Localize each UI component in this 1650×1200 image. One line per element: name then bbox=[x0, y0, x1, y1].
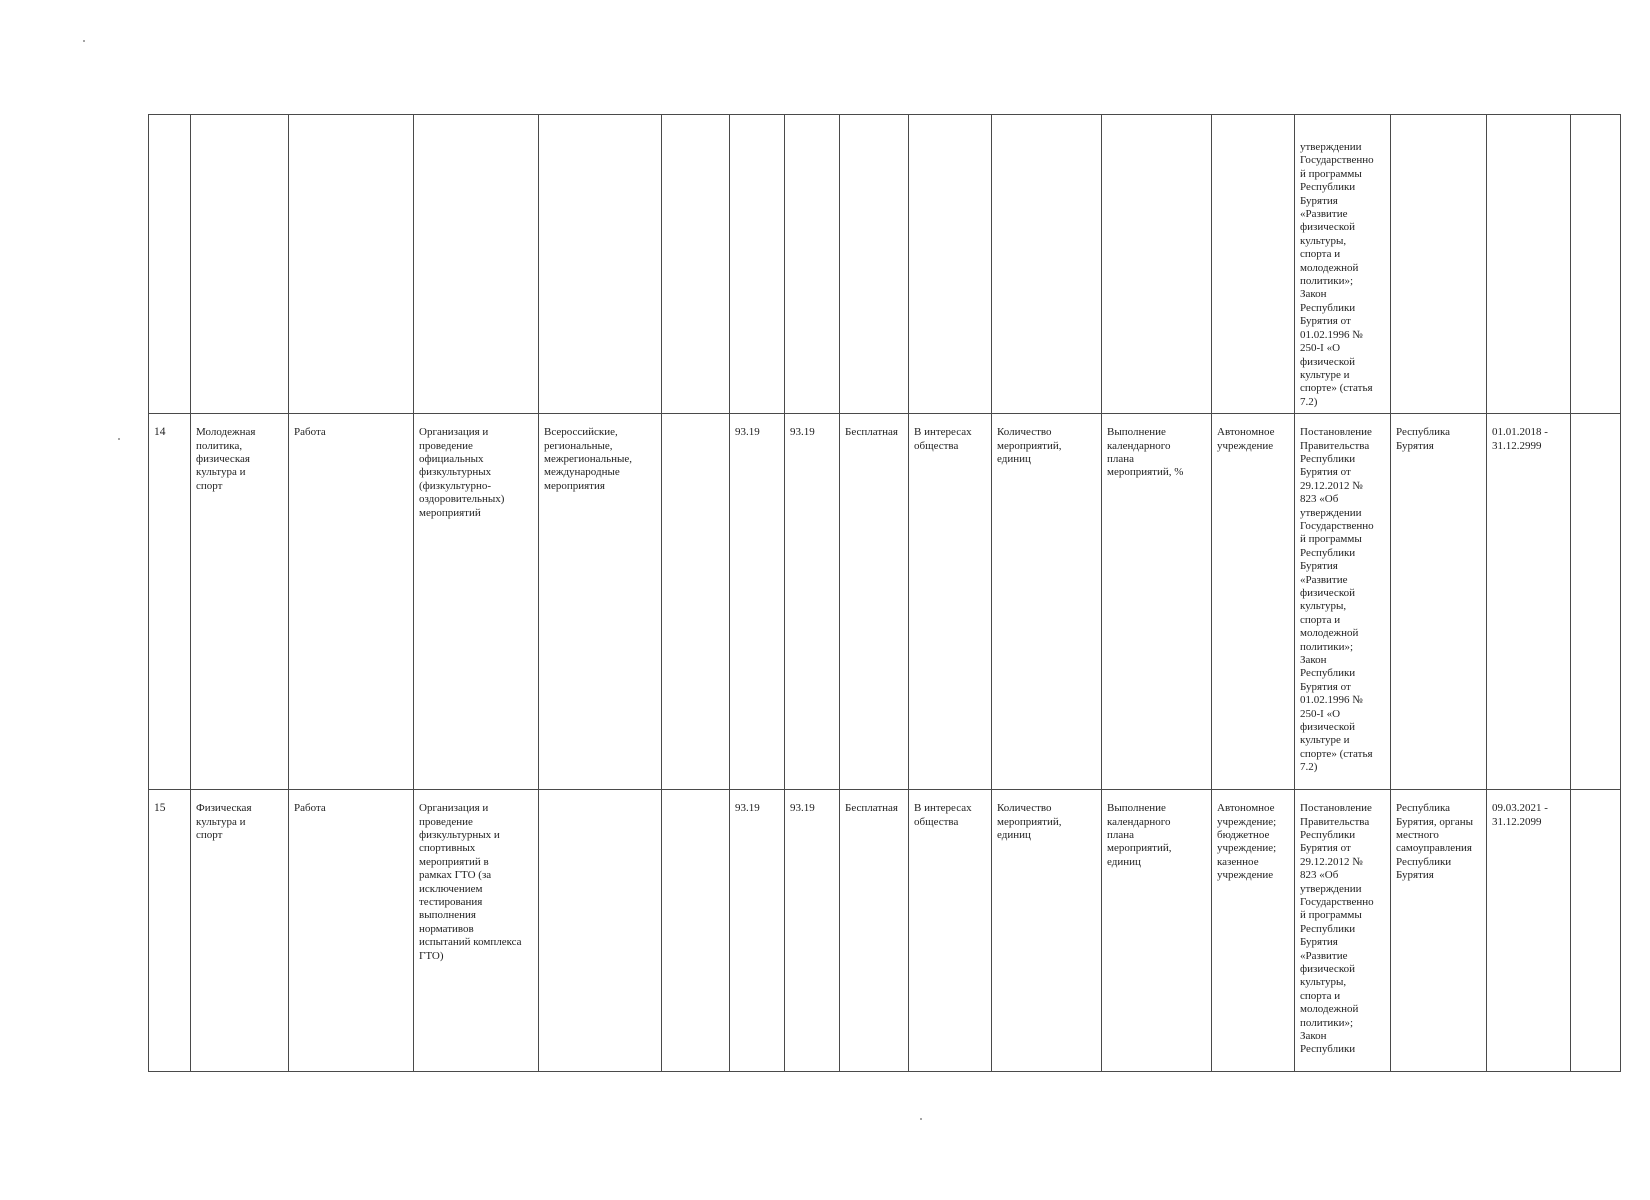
cell-content bbox=[539, 790, 662, 1072]
cell-content: Всероссийские, региональные, межрегиональные, международные мероприятия bbox=[539, 414, 662, 790]
cell-service-name: Организация и проведение официальных физкультурных (физкультурно- оздоровительных) мероприятий bbox=[414, 414, 539, 790]
cell-number: 15 bbox=[149, 790, 191, 1072]
table-row bbox=[149, 414, 1621, 790]
cell-service-name bbox=[414, 115, 539, 414]
cell-volume-indicator: Количество мероприятий, единиц bbox=[992, 414, 1102, 790]
cell-quality-indicator: Выполнение календарного плана мероприятий, единиц bbox=[1102, 790, 1212, 1072]
table-row-continued bbox=[149, 115, 1621, 414]
cell-number bbox=[149, 115, 191, 414]
cell-payment: Бесплатная bbox=[840, 790, 909, 1072]
services-registry-table bbox=[148, 114, 1621, 1072]
cell-service-name: Организация и проведение физкультурных и спортивных мероприятий в рамках ГТО (за исключением тестирования выполнения нормативов испытаний комплекса ГТО) bbox=[414, 790, 539, 1072]
cell-activity-area: Молодежная политика, физическая культура и спорт bbox=[191, 414, 289, 790]
cell-okved-code: 93.19 bbox=[730, 414, 785, 790]
cell-okved-code-2 bbox=[785, 115, 840, 414]
cell-activity-area: Физическая культура и спорт bbox=[191, 790, 289, 1072]
cell-activity-area bbox=[191, 115, 289, 414]
cell-period: 09.03.2021 - 31.12.2099 bbox=[1487, 790, 1571, 1072]
cell-founder: Республика Бурятия, органы местного самоуправления Республики Бурятия bbox=[1391, 790, 1487, 1072]
cell-type bbox=[289, 115, 414, 414]
cell-institution-type: Автономное учреждение bbox=[1212, 414, 1295, 790]
cell-institution-type bbox=[1212, 115, 1295, 414]
scan-speck bbox=[920, 1118, 922, 1120]
cell-content bbox=[539, 115, 662, 414]
cell-consumers bbox=[909, 115, 992, 414]
cell-okved-code-2: 93.19 bbox=[785, 790, 840, 1072]
cell-number: 14 bbox=[149, 414, 191, 790]
cell-period bbox=[1487, 115, 1571, 414]
cell-empty bbox=[662, 790, 730, 1072]
scan-speck bbox=[118, 438, 120, 440]
cell-legal-basis: Постановление Правительства Республики Бурятия от 29.12.2012 № 823 «Об утверждении Государственно й программы Республики Бурятия «Развитие физической культуры, спорта и молодежной политики»; Закон Республики Бурятия от 01.02.1996 № 250-I «О физической культуре и спорте» (статья 7.2) bbox=[1295, 414, 1391, 790]
cell-consumers: В интересах общества bbox=[909, 414, 992, 790]
cell-extra bbox=[1571, 115, 1621, 414]
cell-payment: Бесплатная bbox=[840, 414, 909, 790]
cell-legal-basis: Постановление Правительства Республики Бурятия от 29.12.2012 № 823 «Об утверждении Государственно й программы Республики Бурятия «Развитие физической культуры, спорта и молодежной политики»; Закон Республики bbox=[1295, 790, 1391, 1072]
cell-volume-indicator bbox=[992, 115, 1102, 414]
cell-institution-type: Автономное учреждение; бюджетное учреждение; казенное учреждение bbox=[1212, 790, 1295, 1072]
cell-empty bbox=[662, 414, 730, 790]
cell-okved-code bbox=[730, 115, 785, 414]
cell-founder: Республика Бурятия bbox=[1391, 414, 1487, 790]
cell-type: Работа bbox=[289, 414, 414, 790]
cell-founder bbox=[1391, 115, 1487, 414]
cell-okved-code: 93.19 bbox=[730, 790, 785, 1072]
cell-quality-indicator bbox=[1102, 115, 1212, 414]
cell-payment bbox=[840, 115, 909, 414]
cell-extra bbox=[1571, 414, 1621, 790]
cell-legal-basis: утверждении Государственно й программы Республики Бурятия «Развитие физической культуры, спорта и молодежной политики»; Закон Республики Бурятия от 01.02.1996 № 250-I «О физической культуре и спорте» (статья 7.2) bbox=[1295, 115, 1391, 414]
cell-okved-code-2: 93.19 bbox=[785, 414, 840, 790]
cell-period: 01.01.2018 - 31.12.2999 bbox=[1487, 414, 1571, 790]
cell-extra bbox=[1571, 790, 1621, 1072]
cell-consumers: В интересах общества bbox=[909, 790, 992, 1072]
scan-speck bbox=[83, 40, 85, 42]
cell-volume-indicator: Количество мероприятий, единиц bbox=[992, 790, 1102, 1072]
cell-empty bbox=[662, 115, 730, 414]
cell-type: Работа bbox=[289, 790, 414, 1072]
table-row bbox=[149, 790, 1621, 1072]
cell-quality-indicator: Выполнение календарного плана мероприятий, % bbox=[1102, 414, 1212, 790]
